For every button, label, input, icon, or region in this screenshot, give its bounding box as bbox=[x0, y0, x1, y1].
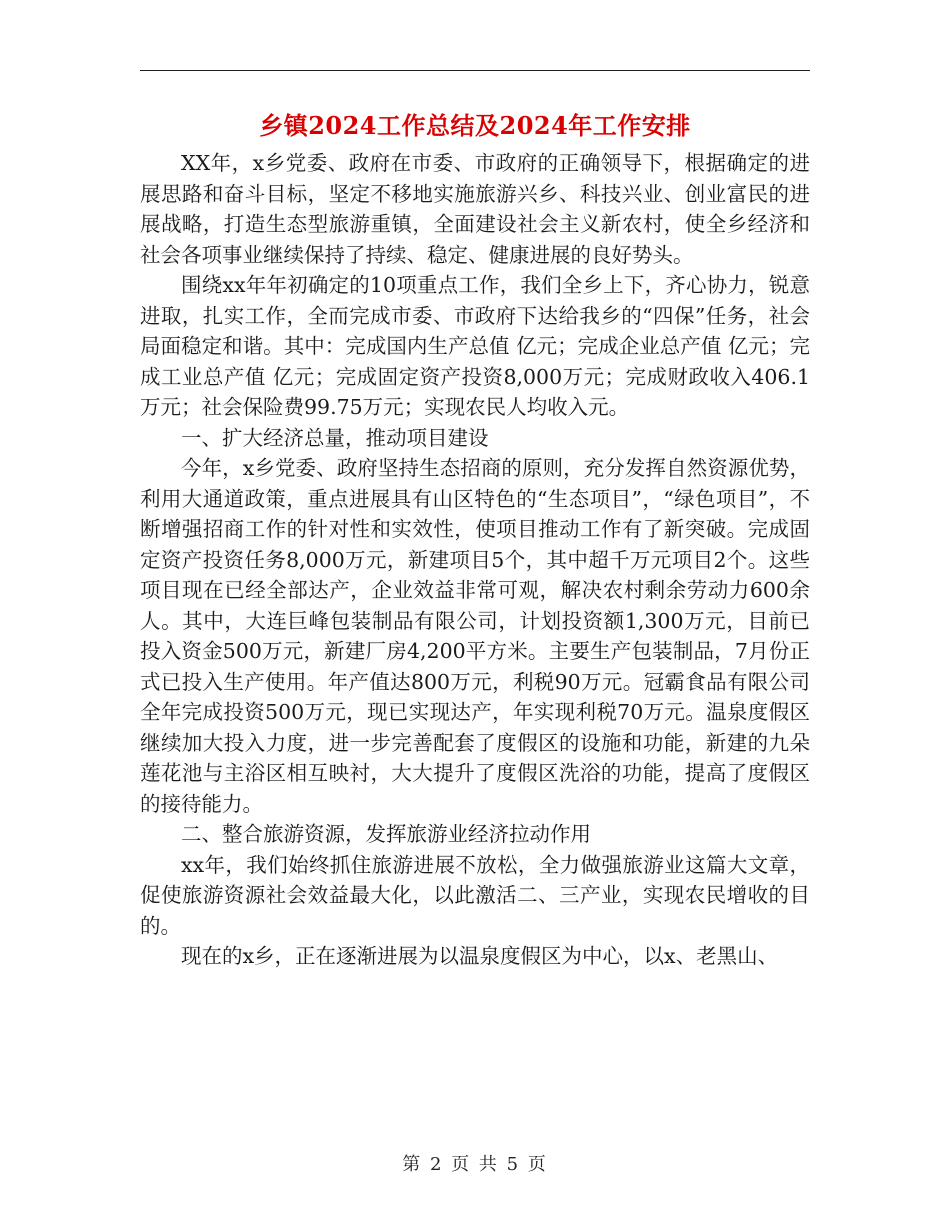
page-number-footer: 第 2 页 共 5 页 bbox=[402, 1154, 548, 1175]
paragraph-projects: 今年，x乡党委、政府坚持生态招商的原则，充分发挥自然资源优势，利用大通道政策，重点进展具有山区特色的“生态项目”，“绿色项目”，不断增强招商工作的针对性和实效性，使项目推动工作有了新突破。完成固定资产投资任务8,000万元，新建项目5个，其中超千万元项目2个。这些项目现在已经全部达产，企业效益非常可观，解决农村剩余劳动力600余人。其中，大连巨峰包装制品有限公司，计划投资额1,300万元，目前已投入资金500万元，新建厂房4,200平方米。主要生产包装制品，7月份正式已投入生产使用。年产值达800万元，利税90万元。冠霸食品有限公司全年完成投资500万元，现已实现达产，年实现利税70万元。温泉度假区继续加大投入力度，进一步完善配套了度假区的设施和功能，新建的九朵莲花池与主浴区相互映衬，大大提升了度假区洗浴的功能，提高了度假区的接待能力。 bbox=[140, 456, 810, 816]
section-heading-tourism: 二、整合旅游资源，发挥旅游业经济拉动作用 bbox=[181, 822, 591, 846]
paragraph-current: 现在的x乡，正在逐渐进展为以温泉度假区为中心，以x、老黑山、 bbox=[181, 944, 779, 968]
document-body bbox=[140, 148, 810, 972]
paragraph-key-tasks: 围绕xx年年初确定的10项重点工作，我们全乡上下，齐心协力，锐意进取，扎实工作，全而完成市委、市政府下达给我乡的“四保”任务，社会局面稳定和谐。其中：完成国内生产总值 亿元；完成企业总产值 亿元；完成工业总产值 亿元；完成固定资产投资8,000万元；完成财政收入406.1万元；社会保险费99.75万元；实现农民人均收入元。 bbox=[140, 273, 810, 419]
section-heading-economy: 一、扩大经济总量，推动项目建设 bbox=[181, 425, 489, 450]
paragraph-intro: XX年，x乡党委、政府在市委、市政府的正确领导下，根据确定的进展思路和奋斗目标，坚定不移地实施旅游兴乡、科技兴业、创业富民的进展战略，打造生态型旅游重镇，全面建设社会主义新农村，使全乡经济和社会各项事业继续保持了持续、稳定、健康进展的良好势头。 bbox=[140, 151, 810, 267]
paragraph-tourism: xx年，我们始终抓住旅游进展不放松，全力做强旅游业这篇大文章，促使旅游资源社会效益最大化，以此激活二、三产业，实现农民增收的目的。 bbox=[140, 852, 810, 938]
header-rule bbox=[140, 70, 810, 71]
document-title: 乡镇2024工作总结及2024年工作安排 bbox=[259, 111, 691, 140]
